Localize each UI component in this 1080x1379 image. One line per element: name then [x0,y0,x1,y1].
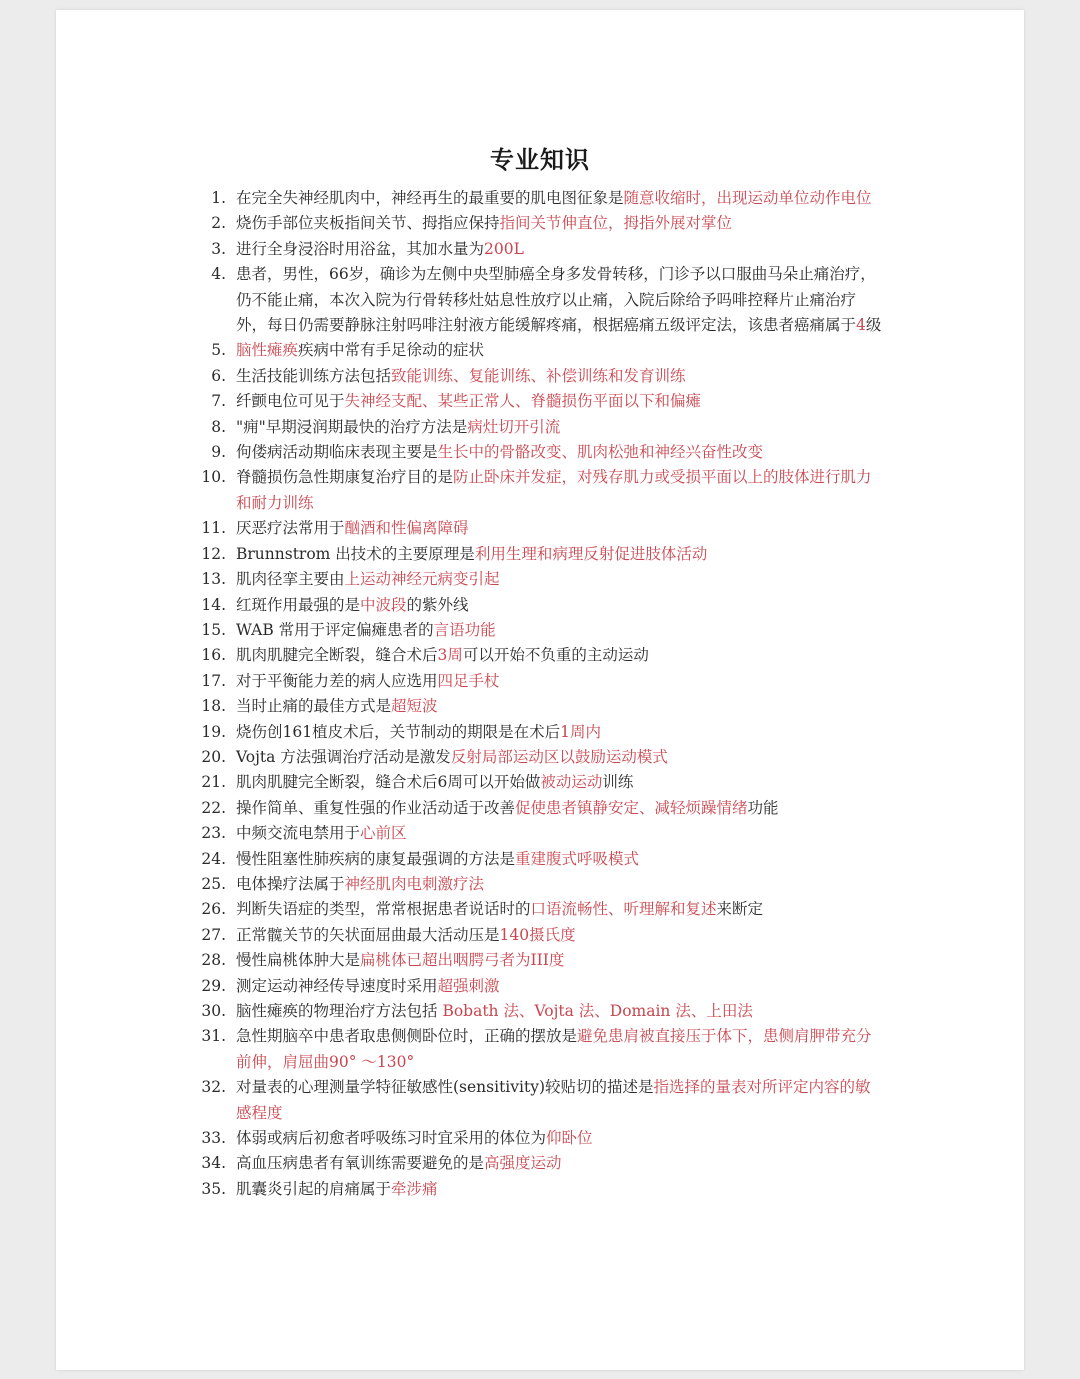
answer-highlight: 病灶切开引流 [467,417,561,436]
item-text [236,519,469,537]
item-number: 10. [201,468,226,487]
item-number: 12. [201,544,226,563]
item-number: 7. [211,392,226,411]
answer-highlight: 200L [484,239,524,258]
answer-highlight: 致能训练、复能训练、补偿训练和发育训练 [391,366,686,385]
item-number: 35. [201,1179,226,1198]
list-item [196,542,886,567]
question-text: 慢性阻塞性肺疾病的康复最强调的方法是 [236,849,516,868]
item-number: 27. [201,925,226,944]
list-item [196,694,886,719]
item-number: 1. [211,189,226,207]
item-text [236,545,707,563]
answer-highlight: 超短波 [391,697,438,716]
answer-highlight: 指间关节伸直位，拇指外展对掌位 [499,214,733,233]
question-text: 进行全身浸浴时用浴盆，其加水量为 [236,239,485,258]
question-text: 肌囊炎引起的肩痛属于 [236,1179,392,1198]
answer-highlight: 生长中的骨骼改变、肌肉松弛和神经兴奋性改变 [437,443,764,462]
item-number: 20. [201,747,226,766]
item-number: 24. [201,849,226,868]
question-text: Brunnstrom 出技术的主要原理是 [236,544,475,563]
item-number: 3. [211,239,226,258]
question-text: 脑性瘫痪的物理治疗方法包括 [236,1002,443,1020]
answer-highlight: 140摄氏度 [499,925,576,944]
item-text [236,773,633,791]
list-item [196,262,886,338]
question-text: 高血压病患者有氧训练需要避免的是 [236,1154,485,1173]
item-text [236,1129,593,1147]
item-text [236,723,601,741]
question-text: 纤颤电位可见于 [236,392,345,411]
answer-highlight: 失神经支配、某些正常人、脊髓损伤平面以下和偏瘫 [344,392,702,411]
list-item [196,465,886,516]
question-text: 脊髓损伤急性期康复治疗目的是 [236,468,454,487]
question-text: 患者，男性，66岁，确诊为左侧中央型肺癌全身多发骨转移，门诊予以口服曲马朵止痛治疗，仍不能止痛，本次入院为行骨转移灶姑息性放疗以止痛，入院后除给予吗啡控释片止痛治疗外，每日仍需要静脉注射吗啡注射液方能缓解疼痛，根据癌痛五级评定法，该患者癌痛属于 [236,265,876,335]
item-number: 16. [201,646,226,665]
item-text [236,697,438,715]
question-text: 级 [865,316,882,335]
question-text: 烧伤创161植皮术后，关节制动的期限是在术后 [236,722,561,741]
item-number: 22. [201,798,226,817]
answer-highlight: 避免患肩被直接压于体下，患侧肩胛带充分前伸，肩屈曲90° ～130° [236,1027,872,1071]
answer-highlight: 被动运动 [540,773,603,792]
item-text [236,189,872,207]
list-item [196,1177,886,1202]
list-item [196,1024,886,1075]
item-number: 13. [201,570,226,589]
item-text [236,900,763,918]
answer-highlight: 高强度运动 [484,1154,562,1173]
list-item [196,593,886,618]
question-text: 当时止痛的最佳方式是 [236,697,392,716]
list-item [196,948,886,973]
question-text: 肌肉肌腱完全断裂，缝合术后 [236,646,438,665]
item-text [236,646,649,664]
item-text [236,1002,753,1020]
question-text: 中频交流电禁用于 [236,824,361,843]
item-text [236,926,576,944]
item-number: 2. [211,214,226,233]
question-text: 体弱或病后初愈者呼吸练习时宜采用的体位为 [236,1129,547,1148]
item-text [236,1180,438,1198]
list-item [196,567,886,592]
question-text: 厌恶疗法常用于 [236,519,345,538]
item-number: 26. [201,900,226,919]
answer-highlight: 超强刺激 [437,976,500,995]
list-item [196,974,886,999]
answer-highlight: 随意收缩时，出现运动单位动作电位 [623,189,872,207]
list-item [196,338,886,363]
document-page [56,10,1024,1370]
answer-highlight: 脑性瘫痪 [236,341,299,360]
item-number: 6. [211,366,226,385]
question-text: "痈"早期浸润期最快的治疗方法是 [236,417,468,436]
question-text: 对于平衡能力差的病人应选用 [236,671,438,690]
list-item [196,872,886,897]
answer-highlight: 指选择的量表对所评定内容的敏感程度 [236,1078,871,1122]
question-text: 判断失语症的类型，常常根据患者说话时的 [236,900,531,919]
item-text [236,1154,562,1172]
item-number: 30. [201,1002,226,1020]
answer-highlight: 1周内 [560,722,601,741]
question-text: WAB 常用于评定偏瘫患者的 [236,620,434,639]
list-item [196,186,886,211]
list-item [196,897,886,922]
list-item [196,415,886,440]
item-number: 5. [211,341,226,360]
answer-highlight: 四足手杖 [437,671,500,690]
item-text [236,341,484,359]
question-text: 烧伤手部位夹板指间关节、拇指应保持 [236,214,500,233]
answer-highlight: 神经肌肉电刺激疗法 [344,874,485,893]
item-text [236,824,407,842]
list-item [196,1151,886,1176]
item-text [236,596,469,614]
question-text: Vojta 方法强调治疗活动是激发 [236,747,451,766]
answer-highlight: 上运动神经元病变引起 [344,570,500,589]
item-number: 19. [201,722,226,741]
question-text: 对量表的心理测量学特征敏感性(sensitivity)较贴切的描述是 [236,1078,654,1097]
question-text: 肌肉径挛主要由 [236,570,345,589]
answer-highlight: 防止卧床并发症，对残存肌力或受损平面以上的肢体进行肌力和耐力训练 [236,468,872,512]
question-text: 电体操疗法属于 [236,874,345,893]
question-text: 在完全失神经肌肉中，神经再生的最重要的肌电图征象是 [236,189,624,207]
item-text [236,240,524,258]
list-item [196,1075,886,1126]
list-item [196,389,886,414]
question-text: 测定运动神经传导速度时采用 [236,976,438,995]
item-text [236,748,668,766]
question-text: 训练 [602,773,634,792]
item-number: 28. [201,951,226,970]
list-item [196,1126,886,1151]
item-number: 17. [201,671,226,690]
item-text [236,214,732,232]
question-text: 操作简单、重复性强的作业活动适于改善 [236,798,516,817]
answer-highlight: 扁桃体已超出咽腭弓者为III度 [360,951,565,970]
knowledge-list [196,186,886,1202]
list-item [196,516,886,541]
item-number: 18. [201,697,226,716]
list-item [196,237,886,262]
question-text: 正常髋关节的矢状面屈曲最大活动压是 [236,925,500,944]
item-number: 32. [201,1078,226,1097]
item-number: 23. [201,824,226,843]
item-text [236,977,500,995]
item-text [236,392,701,410]
list-item [196,847,886,872]
item-text [236,418,560,436]
answer-highlight: 反射局部运动区以鼓励运动模式 [450,747,668,766]
question-text: 疾病中常有手足徐动的症状 [298,341,485,360]
list-item [196,364,886,389]
item-text [236,799,779,817]
list-item [196,999,886,1024]
list-item [196,211,886,236]
list-item [196,643,886,668]
answer-highlight: 言语功能 [433,620,496,639]
question-text: 生活技能训练方法包括 [236,366,392,385]
item-number: 8. [211,417,226,436]
page-title: 专业知识 [490,145,590,174]
question-text: 佝偻病活动期临床表现主要是 [236,443,438,462]
answer-highlight: 口语流畅性、听理解和复述 [530,900,717,919]
list-item [196,821,886,846]
item-number: 34. [201,1154,226,1173]
item-number: 21. [201,773,226,792]
item-number: 31. [201,1027,226,1046]
answer-highlight: 牵涉痛 [391,1179,438,1198]
answer-highlight: 酗酒和性偏离障碍 [344,519,469,538]
list-item [196,770,886,795]
list-item [196,720,886,745]
item-text [236,570,500,588]
item-number: 33. [201,1129,226,1148]
answer-highlight: 利用生理和病理反射促进肢体活动 [474,544,708,563]
answer-highlight: 中波段 [360,595,407,614]
question-text: 急性期脑卒中患者取患侧侧卧位时，正确的摆放是 [236,1027,578,1046]
item-text [236,1078,871,1121]
item-number: 29. [201,976,226,995]
question-text: 慢性扁桃体肿大是 [236,951,361,970]
list-item [196,440,886,465]
question-text: 肌肉肌腱完全断裂，缝合术后6周可以开始做 [236,773,541,792]
item-number: 15. [201,620,226,639]
list-item [196,796,886,821]
answer-highlight: 3周 [437,646,463,665]
item-text [236,850,639,868]
question-text: 功能 [747,798,779,817]
item-text [236,1027,872,1070]
item-number: 25. [201,874,226,893]
list-item [196,745,886,770]
item-text [236,672,500,690]
item-text [236,875,484,893]
item-number: 9. [211,443,226,462]
item-text [236,443,763,461]
list-item [196,669,886,694]
list-item [196,618,886,643]
item-text [236,621,496,639]
answer-highlight: Bobath 法、Vojta 法、Domain 法、上田法 [442,1002,753,1020]
answer-highlight: 促使患者镇静安定、减轻烦躁情绪 [515,798,748,817]
item-text [236,951,564,969]
answer-highlight: 心前区 [360,824,407,843]
item-number: 14. [201,595,226,614]
answer-highlight: 4 [856,316,866,335]
answer-highlight: 仰卧位 [546,1129,593,1148]
item-number: 4. [211,265,226,284]
answer-highlight: 重建腹式呼吸模式 [515,849,640,868]
list-item [196,923,886,948]
question-text: 红斑作用最强的是 [236,595,361,614]
question-text: 可以开始不负重的主动运动 [462,646,649,665]
item-text [236,367,686,385]
item-number: 11. [201,519,226,538]
question-text: 的紫外线 [406,595,469,614]
item-text [236,265,881,334]
item-text [236,468,872,511]
question-text: 来断定 [716,900,764,919]
